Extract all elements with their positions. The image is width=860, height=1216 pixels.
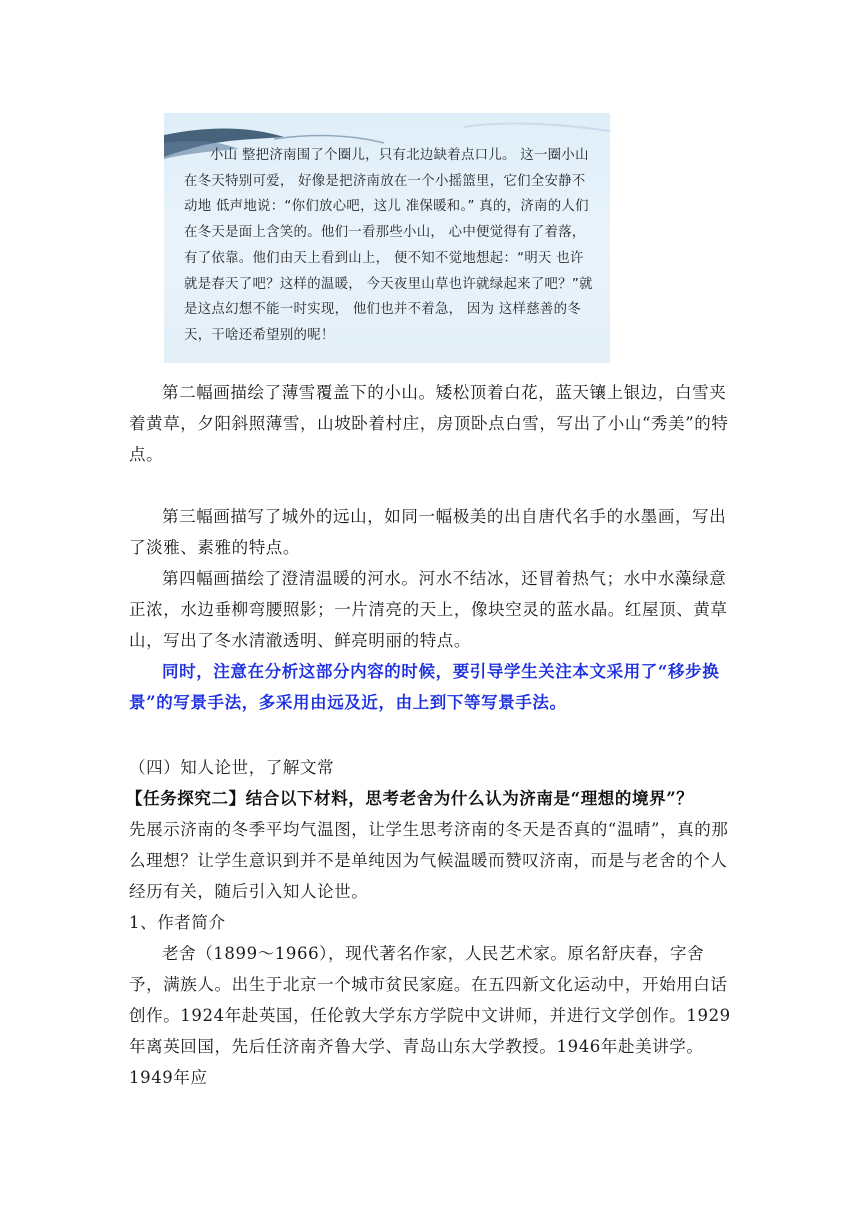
section-heading: （四）知人论世，了解文常 xyxy=(129,758,335,777)
poem-passage: 小山 整把济南围了个圈儿，只有北边缺着点口儿。 这一圈小山 在冬天特别可爱， 好像是把济南放在一个小摇篮里，它们全安静不动地 低声地说：“你们放心吧，这儿 准保暖和。” 真的，济南的人们 在冬天是面上含笑的。他们一看那些小山， 心中便觉得有了着落， 有了依靠。他们由天上看到山上， 便不知不觉地想起：“明天 也许就是春天了吧？这样的温暖， 今天夜里山草也许就绿起来了吧？”就是这点幻想不能一时实现， 他们也并不着急， 因为 这样慈善的冬天，干啥还希望别的呢！ xyxy=(184,148,593,343)
author-heading: 1、作者简介 xyxy=(129,913,226,932)
task-heading: 【任务探究二】结合以下材料，思考老舍为什么认为济南是“理想的境界”？ xyxy=(126,789,694,808)
teaching-note: 同时，注意在分析这部分内容的时候，要引导学生关注本文采用了“移步换景”的写景手法，多采用由远及近，由上到下等写景手法。 xyxy=(129,662,720,712)
passage-figure xyxy=(164,113,610,363)
paragraph-temperature: 先展示济南的冬季平均气温图，让学生思考济南的冬天是否真的“温晴”，真的那么理想？让学生意识到并不是单纯因为气候温暖而赞叹济南，而是与老舍的个人经历有关，随后引入知人论世。 xyxy=(129,820,729,901)
paragraph-author-bio: 老舍（1899～1966），现代著名作家，人民艺术家。原名舒庆春，字舍予，满族人。出生于北京一个城市贫民家庭。在五四新文化运动中，开始用白话创作。1924年赴英国，任伦敦大学东方学院中文讲师，并进行文学创作。1929年离英回国，先后任济南齐鲁大学、青岛山东大学教授。1946年赴美讲学。1949年应 xyxy=(129,944,731,1087)
paragraph-fourth-painting: 第四幅画描绘了澄清温暖的河水。河水不结冰，还冒着热气；水中水藻绿意正浓，水边垂柳弯腰照影；一片清亮的天上，像块空灵的蓝水晶。红屋顶、黄草山，写出了冬水清澈透明、鲜亮明丽的特点。 xyxy=(129,569,728,650)
paragraph-third-painting: 第三幅画描写了城外的远山，如同一幅极美的出自唐代名手的水墨画，写出了淡雅、素雅的特点。 xyxy=(129,507,727,557)
paragraph-second-painting: 第二幅画描绘了薄雪覆盖下的小山。矮松顶着白花，蓝天镶上银边，白雪夹着黄草，夕阳斜照薄雪，山坡卧着村庄，房顶卧点白雪，写出了小山“秀美”的特点。 xyxy=(129,383,729,464)
